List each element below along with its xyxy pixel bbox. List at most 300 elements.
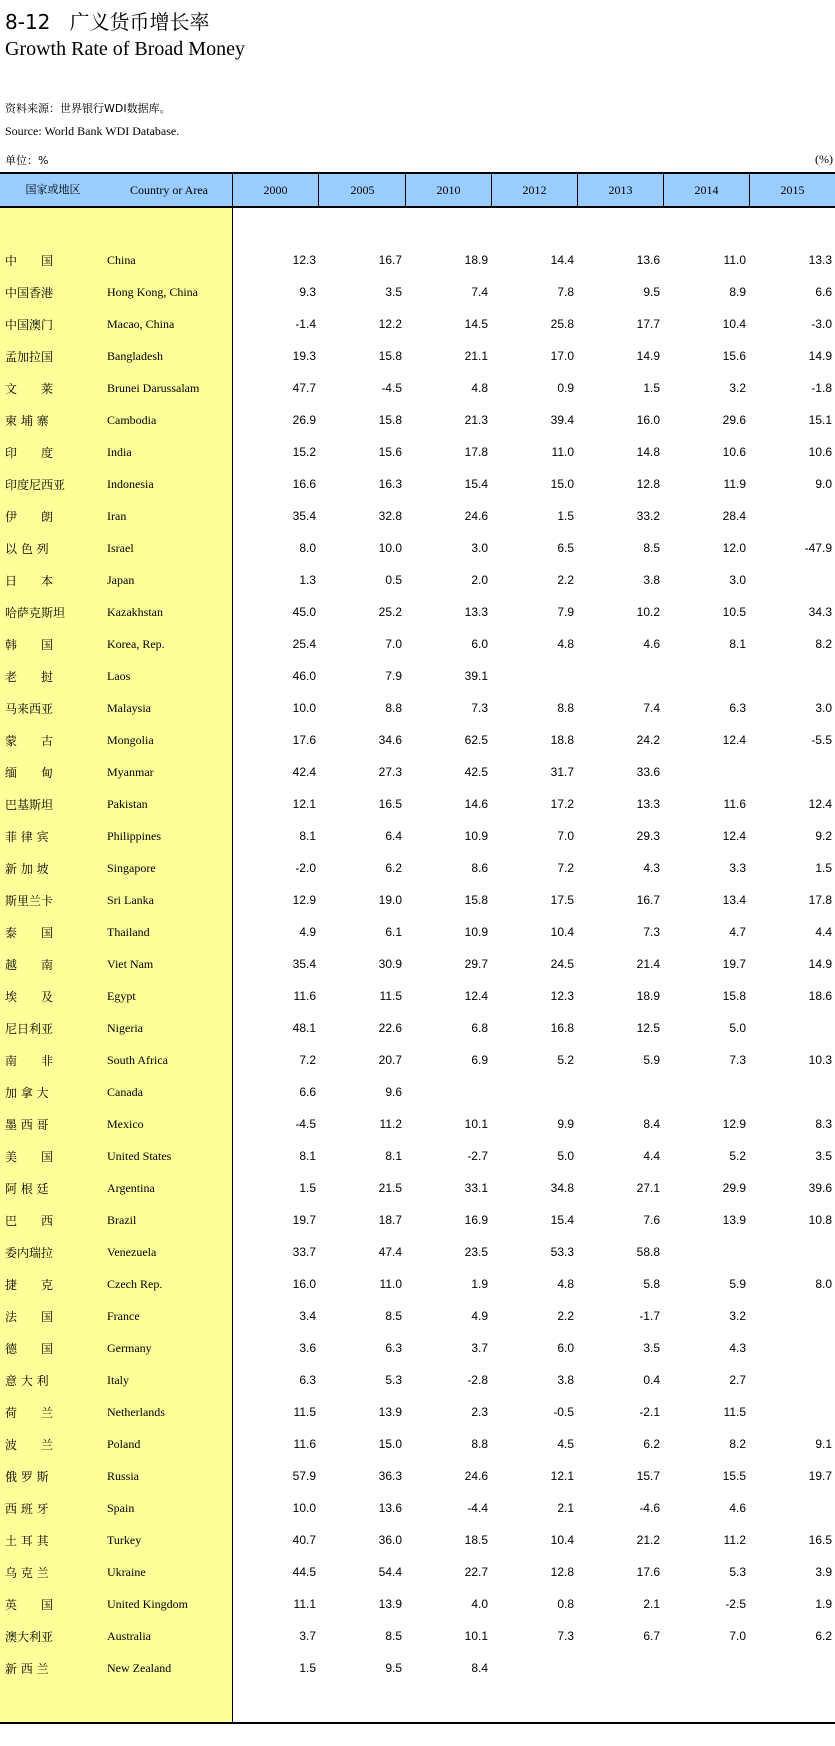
country-name-en: Cambodia	[107, 413, 157, 427]
value-cell: 5.9	[729, 1277, 746, 1291]
value-cell: 15.8	[722, 989, 746, 1003]
value-cell: 19.7	[722, 957, 746, 971]
country-name-en: Hong Kong, China	[107, 285, 198, 299]
value-cell: 8.8	[385, 701, 402, 715]
country-name-en: Singapore	[107, 861, 156, 875]
value-cell: 21.5	[378, 1181, 402, 1195]
table-row	[0, 724, 835, 756]
value-cell: 17.8	[808, 893, 832, 907]
value-cell: 7.3	[557, 1629, 574, 1643]
table-row	[0, 1236, 835, 1268]
value-cell: 2.7	[729, 1373, 746, 1387]
value-cell: 6.0	[471, 637, 488, 651]
country-name-en: Laos	[107, 669, 131, 683]
value-cell: 0.4	[643, 1373, 660, 1387]
country-name-cn: 南 非	[5, 1054, 54, 1068]
data-table	[0, 172, 835, 1722]
value-cell: 34.8	[550, 1181, 574, 1195]
country-name-en: Brunei Darussalam	[107, 381, 200, 395]
value-cell: 4.4	[815, 925, 832, 939]
value-cell: 13.6	[636, 253, 660, 267]
value-cell: 4.8	[557, 637, 574, 651]
country-name-cn: 缅 甸	[5, 766, 54, 780]
value-cell: -2.8	[467, 1373, 488, 1387]
value-cell: 7.0	[557, 829, 574, 843]
value-cell: 7.2	[299, 1053, 316, 1067]
value-cell: 7.0	[385, 637, 402, 651]
country-name-en: Mexico	[107, 1117, 144, 1131]
value-cell: 33.6	[636, 765, 660, 779]
value-cell: 15.6	[378, 445, 402, 459]
value-cell: 21.4	[636, 957, 660, 971]
value-cell: 47.4	[378, 1245, 402, 1259]
value-cell: 6.9	[471, 1053, 488, 1067]
country-name-cn: 阿 根 廷	[5, 1182, 49, 1196]
value-cell: 10.0	[378, 541, 402, 555]
country-name-en: Mongolia	[107, 733, 154, 747]
value-cell: 45.0	[292, 605, 316, 619]
country-name-en: Bangladesh	[107, 349, 163, 363]
value-cell: 5.0	[557, 1149, 574, 1163]
country-name-cn: 老 挝	[5, 670, 54, 684]
value-cell: 2.2	[557, 573, 574, 587]
value-cell: 4.8	[471, 381, 488, 395]
value-cell: 34.3	[808, 605, 832, 619]
value-cell: 16.5	[808, 1533, 832, 1547]
value-cell: 5.2	[557, 1053, 574, 1067]
value-cell: 10.5	[722, 605, 746, 619]
table-row	[0, 500, 835, 532]
value-cell: 8.2	[815, 637, 832, 651]
value-cell: 15.8	[464, 893, 488, 907]
value-cell: 12.4	[464, 989, 488, 1003]
value-cell: 36.0	[378, 1533, 402, 1547]
value-cell: 3.0	[729, 573, 746, 587]
value-cell: 36.3	[378, 1469, 402, 1483]
country-name-cn: 埃 及	[5, 990, 54, 1004]
value-cell: 8.4	[471, 1661, 488, 1675]
value-cell: 2.1	[557, 1501, 574, 1515]
value-cell: 21.3	[464, 413, 488, 427]
country-name-cn: 美 国	[5, 1150, 54, 1164]
table-row	[0, 916, 835, 948]
country-name-cn: 法 国	[5, 1310, 54, 1324]
country-name-cn: 墨 西 哥	[5, 1118, 49, 1132]
value-cell: 10.4	[722, 317, 746, 331]
value-cell: 39.4	[550, 413, 574, 427]
country-name-cn: 英 国	[5, 1598, 54, 1612]
value-cell: 62.5	[464, 733, 488, 747]
value-cell: 15.4	[464, 477, 488, 491]
country-name-en: Philippines	[107, 829, 162, 843]
country-name-en: Ukraine	[107, 1565, 146, 1579]
value-cell: 17.5	[550, 893, 574, 907]
table-row	[0, 1460, 835, 1492]
value-cell: 11.5	[723, 1405, 746, 1419]
table-row	[0, 1172, 835, 1204]
unit-percent: (%)	[815, 152, 833, 166]
value-cell: 15.8	[378, 413, 402, 427]
value-cell: 35.4	[292, 509, 316, 523]
value-cell: 8.9	[729, 285, 746, 299]
country-name-cn: 柬 埔 寨	[5, 414, 49, 428]
value-cell: 17.7	[636, 317, 660, 331]
value-cell: 33.1	[464, 1181, 488, 1195]
value-cell: 6.7	[643, 1629, 660, 1643]
value-cell: 4.3	[643, 861, 660, 875]
value-cell: 1.5	[815, 861, 832, 875]
value-cell: 10.3	[808, 1053, 832, 1067]
value-cell: 44.5	[292, 1565, 316, 1579]
value-cell: 15.7	[636, 1469, 660, 1483]
value-cell: 26.9	[292, 413, 316, 427]
value-cell: 6.2	[643, 1437, 660, 1451]
value-cell: 11.1	[293, 1597, 316, 1611]
value-cell: 24.6	[464, 509, 488, 523]
value-cell: 16.0	[292, 1277, 316, 1291]
value-cell: 27.3	[378, 765, 402, 779]
value-cell: 13.3	[808, 253, 832, 267]
value-cell: 10.9	[464, 925, 488, 939]
value-cell: 10.9	[464, 829, 488, 843]
title-chinese: 广义货币增长率	[69, 10, 210, 34]
value-cell: 8.8	[557, 701, 574, 715]
value-cell: 11.0	[551, 445, 574, 459]
country-name-en: Poland	[107, 1437, 141, 1451]
value-cell: 1.9	[815, 1597, 832, 1611]
value-cell: 7.3	[471, 701, 488, 715]
value-cell: 25.2	[378, 605, 402, 619]
value-cell: 6.3	[299, 1373, 316, 1387]
value-cell: 15.0	[378, 1437, 402, 1451]
value-cell: 3.8	[643, 573, 660, 587]
value-cell: 1.5	[643, 381, 660, 395]
value-cell: 10.6	[808, 445, 832, 459]
value-cell: 11.6	[293, 989, 316, 1003]
table-row	[0, 852, 835, 884]
table-row	[0, 596, 835, 628]
table-row	[0, 276, 835, 308]
country-name-en: Turkey	[107, 1533, 142, 1547]
value-cell: 8.8	[471, 1437, 488, 1451]
value-cell: 7.9	[557, 605, 574, 619]
value-cell: 7.4	[471, 285, 488, 299]
value-cell: 9.5	[643, 285, 660, 299]
country-name-cn: 俄 罗 斯	[5, 1470, 49, 1484]
country-name-cn: 越 南	[5, 958, 54, 972]
value-cell: 11.5	[293, 1405, 316, 1419]
country-name-cn: 中国香港	[5, 286, 54, 300]
country-name-en: Russia	[107, 1469, 140, 1483]
country-name-cn: 新 加 坡	[5, 862, 49, 876]
value-cell: 35.4	[292, 957, 316, 971]
page-title-cn	[5, 6, 209, 35]
table-row	[0, 372, 835, 404]
value-cell: 4.4	[643, 1149, 660, 1163]
country-name-cn: 马来西亚	[5, 702, 54, 716]
value-cell: 8.0	[299, 541, 316, 555]
table-row	[0, 436, 835, 468]
value-cell: 9.1	[815, 1437, 832, 1451]
value-cell: 15.0	[550, 477, 574, 491]
value-cell: 3.0	[471, 541, 488, 555]
country-name-en: Iran	[107, 509, 127, 523]
value-cell: 15.1	[808, 413, 832, 427]
country-name-cn: 委内瑞拉	[5, 1246, 54, 1260]
table-row	[0, 820, 835, 852]
header-year: 2013	[578, 174, 664, 206]
value-cell: 4.7	[729, 925, 746, 939]
value-cell: 19.7	[292, 1213, 316, 1227]
value-cell: 4.6	[643, 637, 660, 651]
value-cell: 1.9	[471, 1277, 488, 1291]
value-cell: 29.9	[722, 1181, 746, 1195]
value-cell: 12.3	[550, 989, 574, 1003]
value-cell: -2.0	[295, 861, 316, 875]
value-cell: 11.0	[379, 1277, 402, 1291]
value-cell: 5.8	[643, 1277, 660, 1291]
value-cell: 16.6	[292, 477, 316, 491]
value-cell: 10.8	[808, 1213, 832, 1227]
country-name-cn: 中国澳门	[5, 318, 54, 332]
table-row	[0, 1588, 835, 1620]
header-year: 2014	[664, 174, 750, 206]
country-name-en: Canada	[107, 1085, 143, 1099]
header-country-cn: 国家或地区	[25, 183, 81, 196]
country-name-en: Netherlands	[107, 1405, 165, 1419]
value-cell: 8.1	[299, 1149, 316, 1163]
value-cell: 1.5	[299, 1181, 316, 1195]
value-cell: 8.2	[729, 1437, 746, 1451]
value-cell: 8.6	[471, 861, 488, 875]
country-name-en: France	[107, 1309, 140, 1323]
value-cell: 8.1	[385, 1149, 402, 1163]
value-cell: 11.6	[293, 1437, 316, 1451]
value-cell: 8.5	[385, 1309, 402, 1323]
value-cell: 22.7	[464, 1565, 488, 1579]
table-row	[0, 1332, 835, 1364]
value-cell: 48.1	[292, 1021, 316, 1035]
table-row	[0, 1556, 835, 1588]
value-cell: 18.9	[636, 989, 660, 1003]
value-cell: 19.3	[292, 349, 316, 363]
value-cell: 7.8	[557, 285, 574, 299]
value-cell: 13.3	[636, 797, 660, 811]
value-cell: -4.5	[295, 1117, 316, 1131]
value-cell: 7.6	[643, 1213, 660, 1227]
value-cell: 7.9	[385, 669, 402, 683]
value-cell: 3.9	[815, 1565, 832, 1579]
country-name-en: Kazakhstan	[107, 605, 163, 619]
unit-label: 单位：%	[5, 154, 49, 167]
country-name-cn: 荷 兰	[5, 1406, 54, 1420]
country-name-cn: 尼日利亚	[5, 1022, 54, 1036]
country-name-en: South Africa	[107, 1053, 168, 1067]
country-name-en: Myanmar	[107, 765, 154, 779]
value-cell: 2.2	[557, 1309, 574, 1323]
value-cell: 2.3	[471, 1405, 488, 1419]
value-cell: 5.0	[729, 1021, 746, 1035]
header-year: 2000	[233, 174, 319, 206]
country-name-cn: 以 色 列	[5, 542, 49, 556]
value-cell: 12.4	[808, 797, 832, 811]
value-cell: 5.3	[385, 1373, 402, 1387]
value-cell: 29.7	[464, 957, 488, 971]
value-cell: 12.0	[722, 541, 746, 555]
value-cell: 7.3	[729, 1053, 746, 1067]
value-cell: -47.9	[804, 541, 832, 555]
value-cell: 1.3	[299, 573, 316, 587]
value-cell: 4.3	[729, 1341, 746, 1355]
country-name-cn: 意 大 利	[5, 1374, 49, 1388]
value-cell: 14.9	[636, 349, 660, 363]
country-name-en: India	[107, 445, 132, 459]
value-cell: -3.0	[811, 317, 832, 331]
country-name-en: Pakistan	[107, 797, 148, 811]
table-bottom-rule	[0, 1722, 835, 1724]
value-cell: 17.2	[550, 797, 574, 811]
country-name-en: China	[107, 253, 136, 267]
value-cell: 17.6	[636, 1565, 660, 1579]
value-cell: 21.1	[464, 349, 488, 363]
value-cell: 17.6	[292, 733, 316, 747]
value-cell: 3.0	[815, 701, 832, 715]
country-name-cn: 印度尼西亚	[5, 478, 66, 492]
country-name-en: Sri Lanka	[107, 893, 154, 907]
value-cell: 9.0	[815, 477, 832, 491]
country-name-en: Spain	[107, 1501, 135, 1515]
country-name-en: Israel	[107, 541, 134, 555]
value-cell: 5.9	[643, 1053, 660, 1067]
value-cell: 9.2	[815, 829, 832, 843]
country-name-en: Egypt	[107, 989, 136, 1003]
value-cell: 13.3	[464, 605, 488, 619]
value-cell: 16.3	[378, 477, 402, 491]
value-cell: 47.7	[292, 381, 316, 395]
value-cell: 12.4	[722, 733, 746, 747]
value-cell: 4.9	[471, 1309, 488, 1323]
table-row	[0, 884, 835, 916]
value-cell: 8.0	[815, 1277, 832, 1291]
value-cell: 46.0	[292, 669, 316, 683]
value-cell: 12.8	[636, 477, 660, 491]
table-row	[0, 1364, 835, 1396]
country-name-cn: 德 国	[5, 1342, 54, 1356]
value-cell: -0.5	[553, 1405, 574, 1419]
value-cell: 12.4	[722, 829, 746, 843]
value-cell: 7.0	[729, 1629, 746, 1643]
country-name-cn: 土 耳 其	[5, 1534, 49, 1548]
country-name-en: Nigeria	[107, 1021, 143, 1035]
value-cell: 11.9	[723, 477, 746, 491]
value-cell: 5.3	[729, 1565, 746, 1579]
value-cell: -4.6	[639, 1501, 660, 1515]
value-cell: 13.4	[722, 893, 746, 907]
value-cell: 12.9	[722, 1117, 746, 1131]
value-cell: 10.4	[550, 925, 574, 939]
value-cell: 3.5	[815, 1149, 832, 1163]
value-cell: 9.5	[385, 1661, 402, 1675]
table-row	[0, 1012, 835, 1044]
value-cell: 4.5	[557, 1437, 574, 1451]
value-cell: 12.3	[292, 253, 316, 267]
table-header	[0, 172, 835, 208]
value-cell: 7.4	[643, 701, 660, 715]
value-cell: 3.4	[299, 1309, 316, 1323]
value-cell: 29.6	[722, 413, 746, 427]
country-name-cn: 哈萨克斯坦	[5, 606, 66, 620]
value-cell: 25.8	[550, 317, 574, 331]
value-cell: 16.7	[636, 893, 660, 907]
country-name-cn: 文 莱	[5, 382, 54, 396]
country-name-en: Indonesia	[107, 477, 154, 491]
table-row	[0, 244, 835, 276]
value-cell: 10.1	[464, 1629, 488, 1643]
country-name-en: Japan	[107, 573, 135, 587]
value-cell: 17.8	[464, 445, 488, 459]
value-cell: 18.8	[550, 733, 574, 747]
value-cell: 13.6	[378, 1501, 402, 1515]
country-name-en: Viet Nam	[107, 957, 154, 971]
value-cell: 23.5	[464, 1245, 488, 1259]
value-cell: 57.9	[292, 1469, 316, 1483]
value-cell: 24.2	[636, 733, 660, 747]
value-cell: 13.9	[378, 1597, 402, 1611]
value-cell: 8.5	[385, 1629, 402, 1643]
value-cell: 15.6	[722, 349, 746, 363]
table-row	[0, 692, 835, 724]
value-cell: 3.5	[385, 285, 402, 299]
value-cell: 39.1	[464, 669, 488, 683]
value-cell: 21.2	[636, 1533, 660, 1547]
value-cell: -1.7	[639, 1309, 660, 1323]
value-cell: 8.5	[643, 541, 660, 555]
value-cell: 12.1	[550, 1469, 574, 1483]
country-name-cn: 蒙 古	[5, 734, 54, 748]
value-cell: 0.9	[557, 381, 574, 395]
country-name-cn: 巴 西	[5, 1214, 54, 1228]
value-cell: 15.5	[722, 1469, 746, 1483]
value-cell: 9.3	[299, 285, 316, 299]
header-year: 2015	[780, 183, 805, 197]
value-cell: 16.9	[464, 1213, 488, 1227]
value-cell: 8.1	[729, 637, 746, 651]
value-cell: 10.2	[636, 605, 660, 619]
value-cell: 13.9	[378, 1405, 402, 1419]
country-name-cn: 加 拿 大	[5, 1086, 49, 1100]
value-cell: 13.9	[722, 1213, 746, 1227]
table-row	[0, 660, 835, 692]
value-cell: 15.4	[550, 1213, 574, 1227]
table-row	[0, 1652, 835, 1684]
country-name-cn: 伊 朗	[5, 510, 54, 524]
value-cell: 8.4	[643, 1117, 660, 1131]
table-row	[0, 1620, 835, 1652]
value-cell: 16.8	[550, 1021, 574, 1035]
value-cell: 20.7	[378, 1053, 402, 1067]
table-row	[0, 628, 835, 660]
country-name-en: Argentina	[107, 1181, 155, 1195]
country-name-cn: 巴基斯坦	[5, 798, 54, 812]
value-cell: 17.0	[550, 349, 574, 363]
country-name-en: Germany	[107, 1341, 152, 1355]
country-name-en: Malaysia	[107, 701, 151, 715]
header-country-en: Country or Area	[106, 174, 233, 206]
value-cell: 19.0	[378, 893, 402, 907]
table-row	[0, 468, 835, 500]
value-cell: 6.3	[385, 1341, 402, 1355]
value-cell: 11.5	[379, 989, 402, 1003]
